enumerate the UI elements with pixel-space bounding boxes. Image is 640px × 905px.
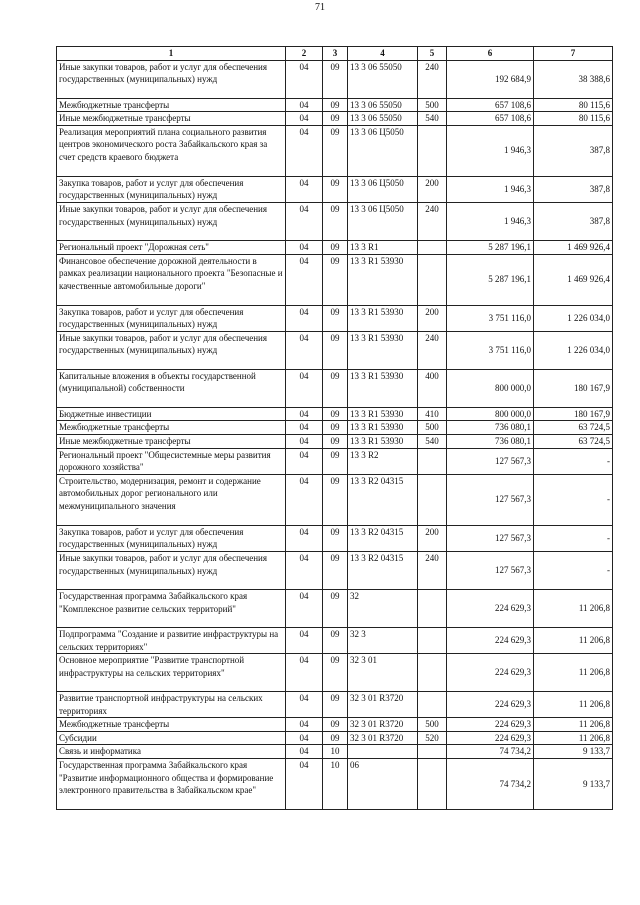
row-cell-col3: 09: [323, 407, 348, 421]
header-cell: 7: [534, 47, 613, 61]
row-cell-col2: 04: [286, 331, 323, 369]
row-cell-col7: 11 206,8: [534, 718, 613, 732]
row-name-cell: Межбюджетные трансферты: [57, 718, 286, 732]
row-name-cell: Иные закупки товаров, работ и услуг для обеспечения государственных (муниципальных) нужд: [57, 331, 286, 369]
row-cell-col2: 04: [286, 369, 323, 407]
row-cell-col5: 400: [418, 369, 447, 407]
row-cell-col4: 32 3: [348, 627, 418, 653]
row-cell-col4: 13 3 R1 53930: [348, 305, 418, 331]
row-name-cell: Финансовое обеспечение дорожной деятельности в рамках реализации национального проекта "Безопасные и качественные автомобильные дороги": [57, 254, 286, 305]
row-cell-col4: 13 3 R2: [348, 448, 418, 474]
row-cell-col3: 10: [323, 759, 348, 810]
row-name-cell: Закупка товаров, работ и услуг для обеспечения государственных (муниципальных) нужд: [57, 305, 286, 331]
row-cell-col6: 1 946,3: [447, 125, 534, 176]
table-row: [57, 731, 613, 745]
row-cell-col6: 800 000,0: [447, 369, 534, 407]
row-cell-col2: 04: [286, 589, 323, 627]
row-cell-col7: 387,8: [534, 125, 613, 176]
row-cell-col4: 13 3 R2 04315: [348, 474, 418, 525]
row-cell-col2: 04: [286, 731, 323, 745]
row-cell-col7: 11 206,8: [534, 627, 613, 653]
row-name-cell: Государственная программа Забайкальского края "Развитие информационного общества и формирование электронного правительства в Забайкальском крае": [57, 759, 286, 810]
row-cell-col4: 32 3 01 R3720: [348, 692, 418, 718]
row-cell-col3: 09: [323, 60, 348, 98]
row-cell-col7: 11 206,8: [534, 692, 613, 718]
row-cell-col2: 04: [286, 654, 323, 692]
table-row: [57, 448, 613, 474]
row-name-cell: Капитальные вложения в объекты государственной (муниципальной) собственности: [57, 369, 286, 407]
row-cell-col4: 13 3 R1 53930: [348, 254, 418, 305]
row-cell-col2: 04: [286, 759, 323, 810]
row-cell-col2: 04: [286, 745, 323, 759]
row-cell-col4: 06: [348, 759, 418, 810]
row-cell-col5: [418, 692, 447, 718]
row-cell-col3: 09: [323, 627, 348, 653]
row-cell-col3: 09: [323, 551, 348, 589]
row-cell-col6: 800 000,0: [447, 407, 534, 421]
row-cell-col3: 09: [323, 421, 348, 435]
row-cell-col6: 127 567,3: [447, 551, 534, 589]
row-name-cell: Закупка товаров, работ и услуг для обеспечения государственных (муниципальных) нужд: [57, 176, 286, 202]
row-cell-col7: 63 724,5: [534, 434, 613, 448]
row-cell-col7: 11 206,8: [534, 654, 613, 692]
row-cell-col6: 127 567,3: [447, 525, 534, 551]
row-cell-col7: 180 167,9: [534, 407, 613, 421]
row-cell-col2: 04: [286, 305, 323, 331]
row-cell-col5: 240: [418, 202, 447, 240]
row-cell-col3: 09: [323, 474, 348, 525]
row-cell-col7: 80 115,6: [534, 112, 613, 126]
row-cell-col4: 13 3 06 Ц5050: [348, 125, 418, 176]
row-cell-col5: [418, 474, 447, 525]
row-cell-col3: 09: [323, 369, 348, 407]
row-name-cell: Реализация мероприятий плана социального развития центров экономического роста Забайкальского края за счет средств краевого бюджета: [57, 125, 286, 176]
row-cell-col4: 32 3 01: [348, 654, 418, 692]
row-name-cell: Закупка товаров, работ и услуг для обеспечения государственных (муниципальных) нужд: [57, 525, 286, 551]
row-name-cell: Связь и информатика: [57, 745, 286, 759]
row-cell-col5: 520: [418, 731, 447, 745]
row-cell-col3: 09: [323, 176, 348, 202]
row-cell-col6: 224 629,3: [447, 718, 534, 732]
row-cell-col6: 5 287 196,1: [447, 240, 534, 254]
row-cell-col5: 540: [418, 112, 447, 126]
row-cell-col7: -: [534, 448, 613, 474]
row-name-cell: Иные закупки товаров, работ и услуг для обеспечения государственных (муниципальных) нужд: [57, 60, 286, 98]
row-cell-col2: 04: [286, 525, 323, 551]
row-name-cell: Межбюджетные трансферты: [57, 98, 286, 112]
row-cell-col3: 09: [323, 305, 348, 331]
row-cell-col3: 09: [323, 731, 348, 745]
row-cell-col2: 04: [286, 125, 323, 176]
table-row: [57, 551, 613, 589]
table-row: [57, 125, 613, 176]
page-number: 71: [315, 2, 325, 13]
row-cell-col4: 13 3 06 Ц5050: [348, 176, 418, 202]
table-row: [57, 407, 613, 421]
row-cell-col4: 13 3 R1 53930: [348, 421, 418, 435]
table-row: [57, 474, 613, 525]
row-cell-col2: 04: [286, 407, 323, 421]
row-cell-col5: 240: [418, 60, 447, 98]
row-cell-col2: 04: [286, 112, 323, 126]
row-cell-col2: 04: [286, 176, 323, 202]
row-cell-col7: 1 226 034,0: [534, 331, 613, 369]
row-cell-col2: 04: [286, 627, 323, 653]
row-cell-col4: 32: [348, 589, 418, 627]
row-cell-col5: 410: [418, 407, 447, 421]
row-cell-col5: [418, 759, 447, 810]
table-row: [57, 525, 613, 551]
row-cell-col6: 3 751 116,0: [447, 331, 534, 369]
row-cell-col3: 09: [323, 125, 348, 176]
row-cell-col5: 500: [418, 718, 447, 732]
row-cell-col5: 500: [418, 98, 447, 112]
row-cell-col7: 38 388,6: [534, 60, 613, 98]
row-cell-col4: 13 3 R2 04315: [348, 551, 418, 589]
header-cell: 4: [348, 47, 418, 61]
row-cell-col2: 04: [286, 202, 323, 240]
row-cell-col6: 192 684,9: [447, 60, 534, 98]
row-cell-col3: 09: [323, 654, 348, 692]
row-cell-col6: 224 629,3: [447, 731, 534, 745]
row-cell-col7: 9 133,7: [534, 759, 613, 810]
row-cell-col7: 387,8: [534, 202, 613, 240]
row-name-cell: Региональный проект "Общесистемные меры развития дорожного хозяйства": [57, 448, 286, 474]
row-cell-col4: 13 3 R1 53930: [348, 407, 418, 421]
row-cell-col3: 09: [323, 718, 348, 732]
row-cell-col3: 09: [323, 202, 348, 240]
table-row: [57, 305, 613, 331]
row-cell-col5: [418, 240, 447, 254]
row-cell-col6: 3 751 116,0: [447, 305, 534, 331]
row-cell-col3: 09: [323, 112, 348, 126]
row-cell-col2: 04: [286, 434, 323, 448]
row-cell-col7: -: [534, 551, 613, 589]
header-cell: 6: [447, 47, 534, 61]
row-cell-col6: 657 108,6: [447, 98, 534, 112]
row-cell-col6: 224 629,3: [447, 654, 534, 692]
row-name-cell: Основное мероприятие "Развитие транспортной инфраструктуры на сельских территориях": [57, 654, 286, 692]
row-cell-col5: 240: [418, 331, 447, 369]
row-cell-col6: 1 946,3: [447, 176, 534, 202]
row-name-cell: Развитие транспортной инфраструктуры на сельских территориях: [57, 692, 286, 718]
row-cell-col4: 13 3 R1 53930: [348, 434, 418, 448]
row-cell-col7: -: [534, 525, 613, 551]
table-row: [57, 60, 613, 98]
row-cell-col4: 13 3 06 55050: [348, 112, 418, 126]
row-cell-col7: 1 226 034,0: [534, 305, 613, 331]
row-cell-col4: 13 3 06 55050: [348, 98, 418, 112]
row-cell-col3: 10: [323, 745, 348, 759]
row-cell-col2: 04: [286, 60, 323, 98]
row-cell-col6: 127 567,3: [447, 474, 534, 525]
table-row: [57, 240, 613, 254]
row-cell-col5: [418, 125, 447, 176]
row-cell-col3: 09: [323, 434, 348, 448]
row-cell-col3: 09: [323, 448, 348, 474]
row-cell-col5: [418, 654, 447, 692]
row-cell-col5: [418, 254, 447, 305]
row-name-cell: Региональный проект "Дорожная сеть": [57, 240, 286, 254]
row-cell-col5: 200: [418, 525, 447, 551]
row-cell-col6: 1 946,3: [447, 202, 534, 240]
row-cell-col3: 09: [323, 589, 348, 627]
row-cell-col7: 63 724,5: [534, 421, 613, 435]
row-cell-col2: 04: [286, 692, 323, 718]
row-cell-col7: 180 167,9: [534, 369, 613, 407]
row-cell-col3: 09: [323, 240, 348, 254]
row-cell-col2: 04: [286, 474, 323, 525]
header-cell: 5: [418, 47, 447, 61]
table-row: [57, 369, 613, 407]
row-cell-col6: 224 629,3: [447, 692, 534, 718]
row-cell-col5: 200: [418, 176, 447, 202]
row-name-cell: Строительство, модернизация, ремонт и содержание автомобильных дорог регионального или межмуниципального значения: [57, 474, 286, 525]
row-cell-col4: 13 3 R1 53930: [348, 331, 418, 369]
row-name-cell: Подпрограмма "Создание и развитие инфраструктуры на сельских территориях": [57, 627, 286, 653]
row-cell-col3: 09: [323, 692, 348, 718]
row-cell-col7: -: [534, 474, 613, 525]
row-cell-col7: 11 206,8: [534, 589, 613, 627]
budget-table: [56, 46, 613, 810]
row-cell-col6: 224 629,3: [447, 627, 534, 653]
row-cell-col7: 9 133,7: [534, 745, 613, 759]
table-row: [57, 718, 613, 732]
table-row: [57, 627, 613, 653]
row-cell-col4: 13 3 06 Ц5050: [348, 202, 418, 240]
row-cell-col7: 387,8: [534, 176, 613, 202]
header-cell: 2: [286, 47, 323, 61]
row-cell-col7: 11 206,8: [534, 731, 613, 745]
row-cell-col2: 04: [286, 240, 323, 254]
table-row: [57, 692, 613, 718]
row-cell-col2: 04: [286, 421, 323, 435]
row-cell-col6: 224 629,3: [447, 589, 534, 627]
table-row: [57, 112, 613, 126]
row-name-cell: Бюджетные инвестиции: [57, 407, 286, 421]
row-cell-col2: 04: [286, 254, 323, 305]
row-cell-col7: 1 469 926,4: [534, 254, 613, 305]
row-cell-col5: [418, 627, 447, 653]
header-cell: 3: [323, 47, 348, 61]
row-cell-col5: 500: [418, 421, 447, 435]
table-header-row: [57, 47, 613, 61]
row-cell-col5: 540: [418, 434, 447, 448]
table-row: [57, 421, 613, 435]
row-cell-col4: 13 3 R1 53930: [348, 369, 418, 407]
row-cell-col2: 04: [286, 98, 323, 112]
row-name-cell: Иные межбюджетные трансферты: [57, 112, 286, 126]
table-row: [57, 254, 613, 305]
table-row: [57, 176, 613, 202]
row-cell-col3: 09: [323, 525, 348, 551]
row-cell-col5: 200: [418, 305, 447, 331]
row-cell-col5: 240: [418, 551, 447, 589]
row-name-cell: Иные межбюджетные трансферты: [57, 434, 286, 448]
table-row: [57, 654, 613, 692]
row-name-cell: Государственная программа Забайкальского края "Комплексное развитие сельских территорий": [57, 589, 286, 627]
row-cell-col7: 1 469 926,4: [534, 240, 613, 254]
row-cell-col3: 09: [323, 331, 348, 369]
row-cell-col6: 657 108,6: [447, 112, 534, 126]
table-row: [57, 745, 613, 759]
table-row: [57, 331, 613, 369]
row-cell-col6: 736 080,1: [447, 421, 534, 435]
row-cell-col4: 32 3 01 R3720: [348, 718, 418, 732]
table-row: [57, 759, 613, 810]
row-cell-col6: 74 734,2: [447, 745, 534, 759]
row-cell-col6: 736 080,1: [447, 434, 534, 448]
row-cell-col5: [418, 745, 447, 759]
header-cell: 1: [57, 47, 286, 61]
table-row: [57, 434, 613, 448]
row-cell-col4: 32 3 01 R3720: [348, 731, 418, 745]
row-cell-col4: [348, 745, 418, 759]
table-row: [57, 98, 613, 112]
row-cell-col4: 13 3 06 55050: [348, 60, 418, 98]
row-name-cell: Межбюджетные трансферты: [57, 421, 286, 435]
row-cell-col6: 74 734,2: [447, 759, 534, 810]
row-cell-col3: 09: [323, 98, 348, 112]
row-cell-col3: 09: [323, 254, 348, 305]
row-name-cell: Иные закупки товаров, работ и услуг для обеспечения государственных (муниципальных) нужд: [57, 551, 286, 589]
row-cell-col6: 5 287 196,1: [447, 254, 534, 305]
table-row: [57, 589, 613, 627]
row-name-cell: Субсидии: [57, 731, 286, 745]
row-cell-col2: 04: [286, 718, 323, 732]
table-row: [57, 202, 613, 240]
row-cell-col5: [418, 589, 447, 627]
row-cell-col6: 127 567,3: [447, 448, 534, 474]
row-cell-col4: 13 3 R2 04315: [348, 525, 418, 551]
row-cell-col2: 04: [286, 448, 323, 474]
row-cell-col4: 13 3 R1: [348, 240, 418, 254]
row-cell-col2: 04: [286, 551, 323, 589]
row-name-cell: Иные закупки товаров, работ и услуг для обеспечения государственных (муниципальных) нужд: [57, 202, 286, 240]
row-cell-col5: [418, 448, 447, 474]
row-cell-col7: 80 115,6: [534, 98, 613, 112]
